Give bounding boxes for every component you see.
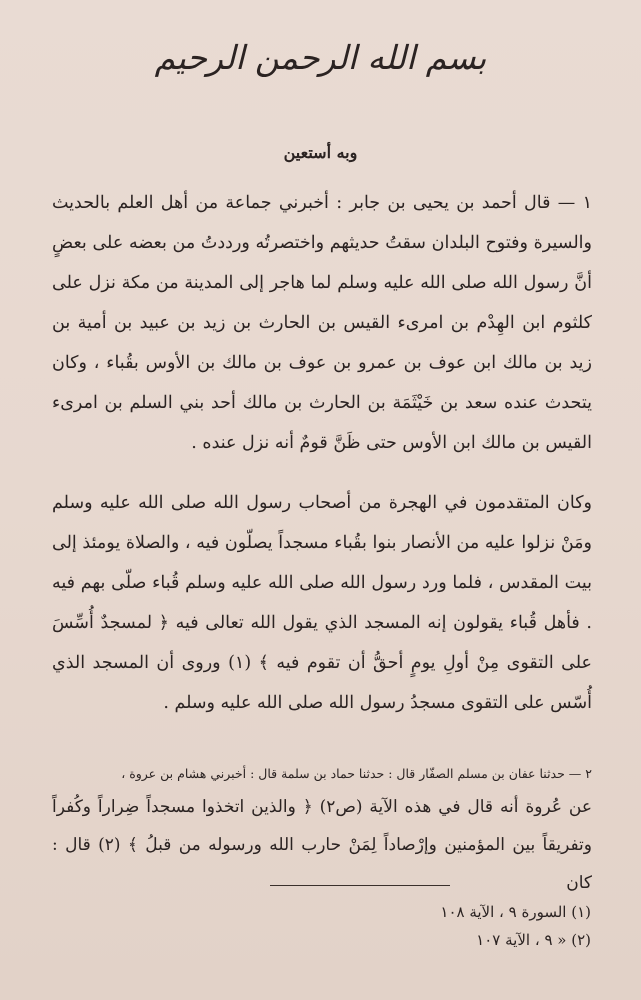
footnote-1: (١) السورة ٩ ، الآية ١٠٨ (440, 903, 591, 921)
footnotes (440, 898, 591, 954)
paragraph-3 (52, 760, 592, 902)
footnote-2: (٢) « ٩ ، الآية ١٠٧ (476, 931, 591, 949)
footnote-divider (270, 885, 450, 886)
paragraph-1: ١ — قال أحمد بن يحيى بن جابر : أخبرني جماعة من أهل العلم بالحديث والسيرة وفتوح البلدان سقتُ حديثهم واختصرتُه ورددتُ من بعضه على بعضٍ أنَّ رسول الله صلى الله عليه وسلم لما هاجر إلى المدينة من مكة نزل على كلثوم ابن الهِدْم بن امرىء القيس بن الحارث بن زيد بن عبيد بن أمية بن زيد بن مالك ابن عوف بن عمرو بن عوف بن مالك بن الأوس بقُباء ، وكان يتحدث عنده سعد بن خَيْثَمَة بن الحارث بن مالك أحد بني السلم بن امرىء القيس بن مالك ابن الأوس حتى ظَنَّ قومٌ أنه نزل عنده . (52, 193, 592, 453)
opening-line: وبه أستعين (283, 143, 358, 162)
paragraph-3-isnad: ٢ — حدثنا عفان بن مسلم الصفّار قال : حدثنا حماد بن سلمة قال : أخبرني هشام بن عروة ، (121, 766, 592, 781)
paragraph-2: وكان المتقدمون في الهجرة من أصحاب رسول الله صلى الله عليه وسلم ومَنْ نزلوا عليه من الأنصار بنوا بقُباء مسجداً يصلّون فيه ، والصلاة يومئذ إلى بيت المقدس ، فلما ورد رسول الله صلى الله عليه وسلم قُباء صلّى بهم فيه . فأهل قُباء يقولون إنه المسجد الذي يقول الله تعالى فيه ﴿ لمسجدٌ أُسِّسَ على التقوى مِنْ أولِ يومٍ أحقُّ أن تقوم فيه ﴾ (١) وروى أن المسجد الذي أُسّس على التقوى مسجدُ رسول الله صلى الله عليه وسلم . (52, 493, 592, 713)
paragraph-3-text: عن عُروة أنه قال في هذه الآية (ص٢) ﴿ والذين اتخذوا مسجداً ضِراراً وكُفراً وتفريقاً بين المؤمنين وإرْصاداً لِمَنْ حارب الله ورسوله من قبلُ ﴾ (٢) قال : كان (52, 797, 592, 893)
basmala-heading: بسم الله الرحمن الرحيم (154, 38, 487, 77)
